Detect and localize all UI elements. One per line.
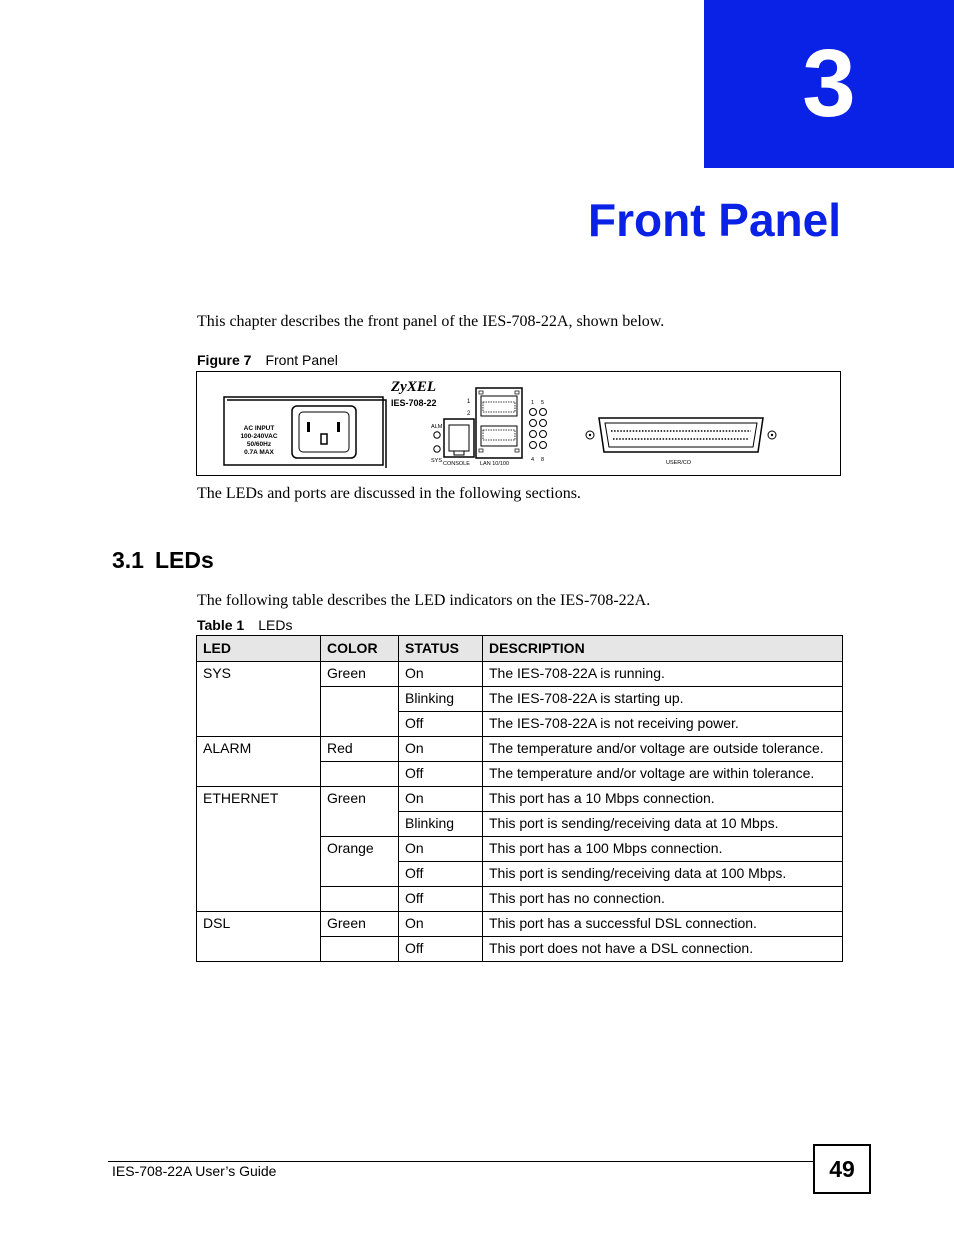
header-led: LED: [197, 636, 321, 662]
intro-paragraph: This chapter describes the front panel of the IES-708-22A, shown below.: [197, 313, 665, 330]
led-cell: ALARM: [197, 737, 321, 787]
status-cell: On: [399, 837, 483, 862]
status-cell: On: [399, 662, 483, 687]
alm-label: ALM: [431, 424, 443, 430]
lan-port-1-number: 1: [467, 399, 471, 405]
color-cell: Red: [321, 737, 399, 762]
status-cell: On: [399, 737, 483, 762]
header-description: DESCRIPTION: [483, 636, 843, 662]
front-panel-figure: [196, 371, 841, 476]
zyxel-logo: ZyXEL: [391, 379, 436, 395]
color-cell: [321, 937, 399, 962]
led-cell: DSL: [197, 912, 321, 962]
lan-label: LAN 10/100: [480, 461, 510, 467]
lan-ports: [476, 388, 522, 458]
status-cell: On: [399, 912, 483, 937]
table-row: [197, 912, 843, 937]
section-number: 3.1: [112, 547, 144, 573]
user-co-label: USER/CO: [666, 460, 692, 466]
color-cell: Green: [321, 912, 399, 937]
description-cell: This port is sending/receiving data at 10 Mbps.: [483, 812, 843, 837]
color-cell: Green: [321, 787, 399, 837]
description-cell: The IES-708-22A is starting up.: [483, 687, 843, 712]
header-color: COLOR: [321, 636, 399, 662]
section-heading: [112, 544, 214, 576]
header-status: STATUS: [399, 636, 483, 662]
color-cell: Green: [321, 662, 399, 687]
figure-caption: [197, 351, 338, 369]
description-cell: This port has a 10 Mbps connection.: [483, 787, 843, 812]
dsl-led-number-8: 8: [541, 457, 545, 463]
status-cell: Off: [399, 762, 483, 787]
table-row: [197, 662, 843, 687]
page-number: 49: [813, 1144, 871, 1194]
description-cell: The temperature and/or voltage are within tolerance.: [483, 762, 843, 787]
table-caption: [197, 616, 292, 634]
status-cell: Off: [399, 887, 483, 912]
alm-led: [434, 432, 440, 438]
status-cell: On: [399, 787, 483, 812]
figure-label: Figure 7: [197, 352, 252, 368]
status-cell: Off: [399, 712, 483, 737]
chapter-title: Front Panel: [587, 194, 841, 246]
dsl-led-number-5: 5: [541, 400, 545, 406]
status-cell: Blinking: [399, 687, 483, 712]
description-cell: This port has a 100 Mbps connection.: [483, 837, 843, 862]
led-cell: SYS: [197, 662, 321, 737]
leds-table: [196, 635, 843, 962]
table-header-row: [197, 636, 843, 662]
sys-led: [434, 446, 440, 452]
description-cell: This port does not have a DSL connection.: [483, 937, 843, 962]
ac-input-line-2: 100-240VAC: [240, 433, 278, 440]
footer-guide-title: IES-708-22A User’s Guide: [112, 1163, 277, 1179]
description-cell: The IES-708-22A is not receiving power.: [483, 712, 843, 737]
ac-input-line-1: AC INPUT: [243, 425, 275, 432]
color-cell: [321, 687, 399, 737]
status-cell: Blinking: [399, 812, 483, 837]
after-figure-paragraph: The LEDs and ports are discussed in the following sections.: [197, 485, 581, 502]
led-cell: ETHERNET: [197, 787, 321, 912]
table-caption-text: LEDs: [258, 617, 293, 633]
user-co-connector: [586, 418, 776, 452]
description-cell: This port has a successful DSL connection.: [483, 912, 843, 937]
model-label: IES-708-22: [391, 398, 437, 408]
lan-port-2-number: 2: [467, 411, 471, 417]
description-cell: This port has no connection.: [483, 887, 843, 912]
table-row: [197, 737, 843, 762]
status-cell: Off: [399, 937, 483, 962]
power-socket: [292, 406, 356, 458]
ac-input-line-4: 0.7A MAX: [244, 449, 274, 456]
color-cell: Orange: [321, 837, 399, 887]
chapter-number: 3: [802, 30, 856, 137]
section-title: LEDs: [154, 547, 214, 573]
description-cell: The IES-708-22A is running.: [483, 662, 843, 687]
front-panel-drawing: [197, 372, 840, 475]
sys-label: SYS: [431, 458, 443, 464]
color-cell: [321, 887, 399, 912]
figure-caption-text: Front Panel: [265, 352, 338, 368]
console-label: CONSOLE: [443, 461, 470, 467]
dsl-led-number-1: 1: [531, 400, 535, 406]
console-port: [444, 419, 474, 457]
chapter-number-box: [704, 0, 954, 168]
status-cell: Off: [399, 862, 483, 887]
dsl-led-number-4: 4: [531, 457, 535, 463]
description-cell: This port is sending/receiving data at 100 Mbps.: [483, 862, 843, 887]
color-cell: [321, 762, 399, 787]
section-paragraph: The following table describes the LED indicators on the IES-708-22A.: [197, 592, 651, 609]
ac-input-module: [224, 397, 386, 468]
table-row: [197, 787, 843, 812]
ac-input-line-3: 50/60Hz: [246, 441, 272, 448]
description-cell: The temperature and/or voltage are outside tolerance.: [483, 737, 843, 762]
table-label: Table 1: [197, 617, 245, 633]
dsl-led-grid: [530, 409, 547, 449]
